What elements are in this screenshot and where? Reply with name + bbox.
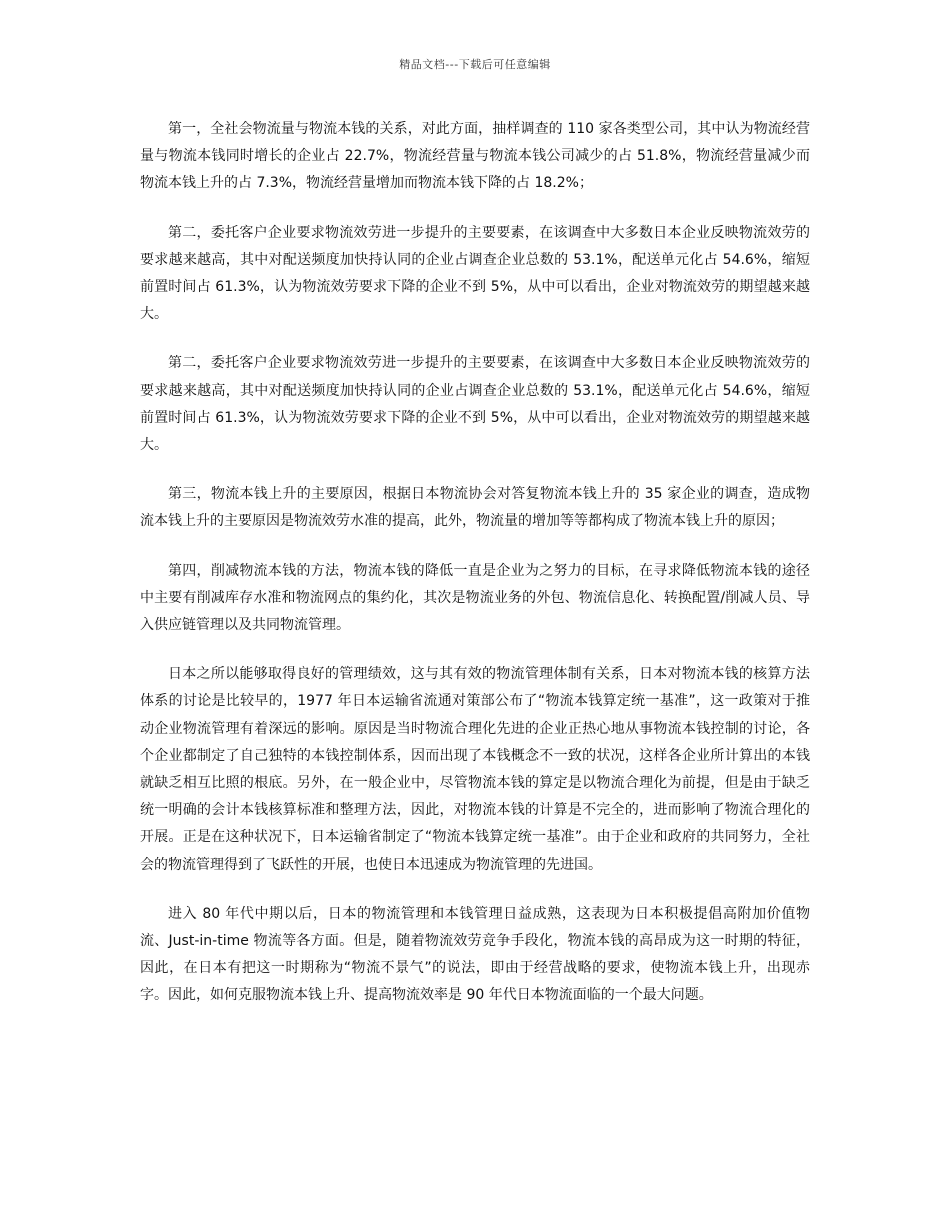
document-body bbox=[140, 116, 810, 1010]
paragraph-1980s-development: 进入 80 年代中期以后，日本的物流管理和本钱管理日益成熟，这表现为日本积极提倡高附加价值物流、Just-in-time 物流等各方面。但是，随着物流效劳竞争手段化，物流本钱的高昂成为这一时期的特征，因此，在日本有把这一时期称为“物流不景气”的说法，即由于经营战略的要求，使物流本钱上升，出现赤字。因此，如何克服物流本钱上升、提高物流效率是 90 年代日本物流面临的一个最大问题。 bbox=[140, 905, 810, 1004]
paragraph-service-requirements: 第二，委托客户企业要求物流效劳进一步提升的主要要素，在该调查中大多数日本企业反映物流效劳的要求越来越高，其中对配送频度加快持认同的企业占调查企业总数的 53.1%，配送单元化占 54.6%，缩短前置时间占 61.3%，认为物流效劳要求下降的企业不到 5%，从中可以看出，企业对物流效劳的期望越来越大。 bbox=[140, 224, 810, 323]
page-header: 精品文档---下载后可任意编辑 bbox=[399, 58, 551, 71]
paragraph-cost-reduction-methods: 第四，削减物流本钱的方法，物流本钱的降低一直是企业为之努力的目标，在寻求降低物流本钱的途径中主要有削减库存水准和物流网点的集约化，其次是物流业务的外包、物流信息化、转换配置/削减人员、导入供应链管理以及共同物流管理。 bbox=[140, 562, 810, 634]
paragraph-total-logistics-cost: 第一，全社会物流量与物流本钱的关系，对此方面，抽样调查的 110 家各类型公司，其中认为物流经营量与物流本钱同时增长的企业占 22.7%，物流经营量与物流本钱公司减少的占 51.8%，物流经营量减少而物流本钱上升的占 7.3%，物流经营量增加而物流本钱下降的占 18.2%； bbox=[140, 121, 810, 192]
paragraph-service-requirements-repeat: 第二，委托客户企业要求物流效劳进一步提升的主要要素，在该调查中大多数日本企业反映物流效劳的要求越来越高，其中对配送频度加快持认同的企业占调查企业总数的 53.1%，配送单元化占 54.6%，缩短前置时间占 61.3%，认为物流效劳要求下降的企业不到 5%，从中可以看出，企业对物流效劳的期望越来越大。 bbox=[140, 355, 810, 454]
paragraph-management-system: 日本之所以能够取得良好的管理绩效，这与其有效的物流管理体制有关系，日本对物流本钱的核算方法体系的讨论是比较早的，1977 年日本运输省流通对策部公布了“物流本钱算定统一基准”，这一政策对于推动企业物流管理有着深远的影响。原因是当时物流合理化先进的企业正热心地从事物流本钱控制的讨论，各个企业都制定了自己独特的本钱控制体系，因而出现了本钱概念不一致的状况，这样各企业所计算出的本钱就缺乏相互比照的根底。另外，在一般企业中，尽管物流本钱的算定是以物流合理化为前提，但是由于缺乏统一明确的会计本钱核算标准和整理方法，因此，对物流本钱的计算是不完全的，进而影响了物流合理化的开展。正是在这种状况下，日本运输省制定了“物流本钱算定统一基准”。由于企业和政府的共同努力，全社会的物流管理得到了飞跃性的开展，也使日本迅速成为物流管理的先进国。 bbox=[140, 666, 810, 873]
paragraph-cost-increase-reasons: 第三，物流本钱上升的主要原因，根据日本物流协会对答复物流本钱上升的 35 家企业的调查，造成物流本钱上升的主要原因是物流效劳水准的提高，此外，物流量的增加等等都构成了物流本钱上升的原因； bbox=[140, 486, 810, 530]
